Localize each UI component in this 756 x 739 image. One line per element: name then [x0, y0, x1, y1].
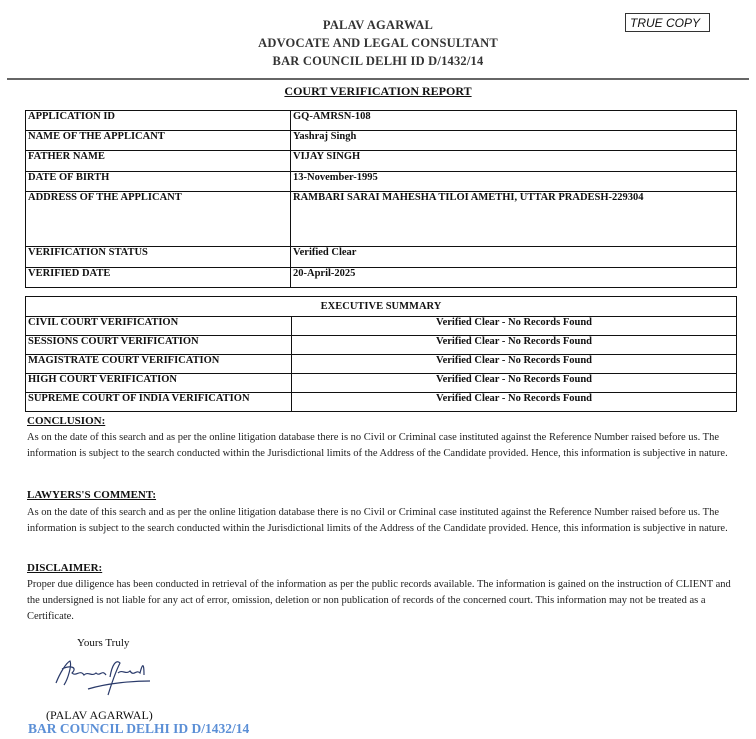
- field-label: VERIFICATION STATUS: [26, 247, 291, 268]
- applicant-details-table: [25, 110, 737, 288]
- advocate-name: PALAV AGARWAL: [322, 18, 434, 32]
- table-row: [26, 336, 737, 355]
- table-row: [26, 374, 737, 393]
- field-value: VIJAY SINGH: [291, 151, 737, 172]
- lawyers-comment-heading: LAWYERS'S COMMENT:: [27, 489, 157, 501]
- court-result: Verified Clear - No Records Found: [292, 355, 737, 374]
- table-row: [26, 111, 737, 131]
- signatory-name: (PALAV AGARWAL): [46, 708, 153, 722]
- conclusion-heading: CONCLUSION:: [27, 415, 106, 427]
- signature-image: [48, 655, 158, 700]
- closing-text: Yours Truly: [77, 637, 130, 649]
- table-row: [26, 151, 737, 172]
- bar-council-id: BAR COUNCIL DELHI ID D/1432/14: [272, 54, 484, 68]
- table-row: [26, 355, 737, 374]
- table-row: [26, 192, 737, 247]
- court-label: MAGISTRATE COURT VERIFICATION: [26, 355, 292, 374]
- court-label: HIGH COURT VERIFICATION: [26, 374, 292, 393]
- court-result: Verified Clear - No Records Found: [292, 336, 737, 355]
- court-label: SESSIONS COURT VERIFICATION: [26, 336, 292, 355]
- table-row: [26, 393, 737, 412]
- disclaimer-text: Proper due diligence has been conducted in retrieval of the information as per the public records available. The information is gained on the instruction of CLIENT and the undersigned is not liable for any act of error, omission, deletion or non publication of records of the concerned court. This information may not be treated as a Certificate.: [27, 579, 731, 622]
- report-title: COURT VERIFICATION REPORT: [284, 84, 472, 98]
- court-result: Verified Clear - No Records Found: [292, 393, 737, 412]
- field-value: 13-November-1995: [291, 172, 737, 192]
- field-label: VERIFIED DATE: [26, 268, 291, 288]
- field-label: APPLICATION ID: [26, 111, 291, 131]
- conclusion-text: As on the date of this search and as per the online litigation database there is no Civil or Criminal case instituted against the Reference Number raised before us. The information is subject to the search conducted within the Jurisdictional limits of the Address of the Candidate provided. Hence, this information is subjective in nature.: [27, 432, 728, 459]
- table-row: [26, 131, 737, 151]
- executive-summary-heading: EXECUTIVE SUMMARY: [26, 297, 737, 317]
- field-value: GQ-AMRSN-108: [291, 111, 737, 131]
- court-label: SUPREME COURT OF INDIA VERIFICATION: [26, 393, 292, 412]
- table-row: [26, 172, 737, 192]
- table-row: [26, 268, 737, 288]
- lawyers-comment-text: As on the date of this search and as per the online litigation database there is no Civil or Criminal case instituted against the Reference Number raised before us. The information is subject to the search conducted within the Jurisdictional limits of the Address of the Candidate provided. Hence, this information is subjective in nature.: [27, 507, 728, 534]
- court-label: CIVIL COURT VERIFICATION: [26, 317, 292, 336]
- court-result: Verified Clear - No Records Found: [292, 374, 737, 393]
- true-copy-stamp: TRUE COPY: [625, 13, 710, 32]
- field-label: NAME OF THE APPLICANT: [26, 131, 291, 151]
- field-value: Yashraj Singh: [291, 131, 737, 151]
- field-label: ADDRESS OF THE APPLICANT: [26, 192, 291, 247]
- signatory-bar-id: BAR COUNCIL DELHI ID D/1432/14: [28, 721, 250, 736]
- field-value: 20-April-2025: [291, 268, 737, 288]
- field-value: Verified Clear: [291, 247, 737, 268]
- court-result: Verified Clear - No Records Found: [292, 317, 737, 336]
- field-label: FATHER NAME: [26, 151, 291, 172]
- disclaimer-heading: DISCLAIMER:: [27, 562, 103, 574]
- advocate-designation: ADVOCATE AND LEGAL CONSULTANT: [258, 36, 498, 50]
- field-label: DATE OF BIRTH: [26, 172, 291, 192]
- executive-summary-table: [25, 296, 737, 412]
- header-divider: [7, 78, 749, 80]
- table-row: [26, 317, 737, 336]
- table-row: [26, 247, 737, 268]
- field-value: RAMBARI SARAI MAHESHA TILOI AMETHI, UTTAR PRADESH-229304: [291, 192, 737, 247]
